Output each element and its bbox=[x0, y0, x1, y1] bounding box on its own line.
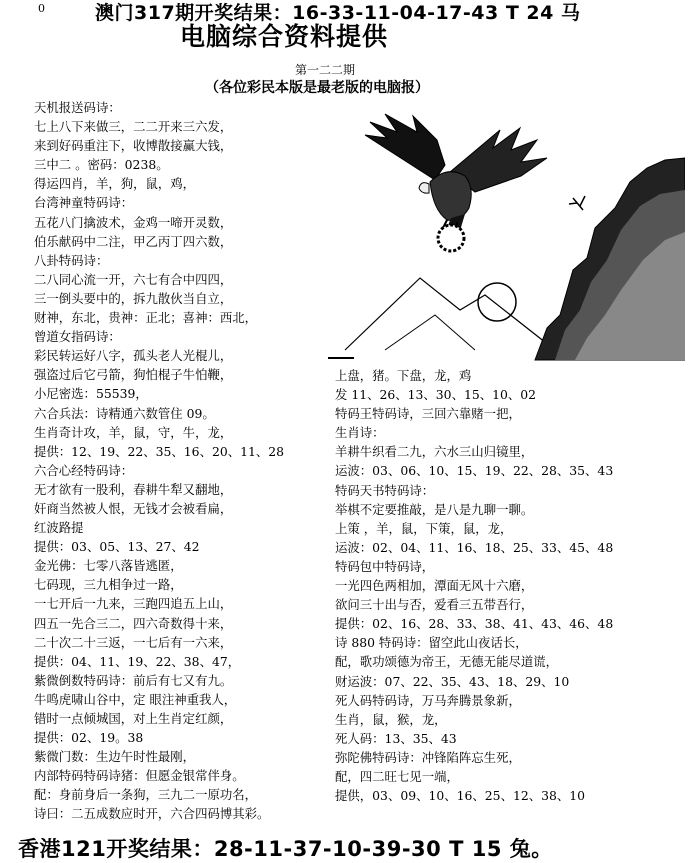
left-column-line: 七上八下来做三，二二开来三六发， bbox=[34, 119, 233, 135]
left-column-line: 提供：03、05、13、27、42 bbox=[34, 539, 200, 555]
hongkong-result-banner: 香港121开奖结果：28-11-37-10-39-30 T 15 兔。 bbox=[18, 837, 553, 861]
macau-result-banner: 澳门317期开奖结果：16-33-11-04-17-43 T 24 马 bbox=[95, 2, 581, 24]
left-column-line: 诗曰：二五成数应时开，六合四码博其彩。 bbox=[34, 806, 270, 822]
left-column-line: 无才欲有一股利，春耕牛犁又翻地， bbox=[34, 481, 233, 497]
right-column bbox=[335, 366, 680, 805]
right-column-line: 特码王特码诗，三回六靠赌一把， bbox=[335, 406, 521, 422]
right-column-line: 生肖，鼠，猴，龙， bbox=[335, 711, 447, 727]
left-column-line: 七码现，三九相争过一路， bbox=[34, 577, 183, 593]
left-column-line: 提供：04、11、19、22、38、47， bbox=[34, 653, 241, 669]
left-column bbox=[34, 98, 339, 824]
right-column-line: 配，歌功颂德为帝王，无德无能尽道谎， bbox=[335, 654, 559, 670]
left-column-line: 三一倒头要中的，拆九散伙当自立， bbox=[34, 290, 233, 306]
left-column-line: 生肖奇计攻，羊，鼠，守，牛，龙， bbox=[34, 424, 233, 440]
left-column-line: 提供：12、19、22、35、16、20、11、28 bbox=[34, 443, 285, 459]
right-column-line: 提供，03、09、10、16、25、12、38、10 bbox=[335, 788, 586, 804]
left-column-line: 紫微门数：生边午时性最刚， bbox=[34, 749, 196, 765]
corner-mark: 0 bbox=[38, 2, 45, 15]
right-column-line: 诗 880 特码诗：留空此山夜话长， bbox=[335, 635, 528, 651]
right-column-line: 举棋不定要推敲，是八是九聊一聊。 bbox=[335, 501, 534, 517]
right-column-line: 运波：03、06、10、15、19、22、28、35、43 bbox=[335, 463, 614, 479]
left-column-line: 二八同心流一开，六七有合中四四， bbox=[34, 271, 233, 287]
right-column-line: 特码天书特码诗： bbox=[335, 482, 435, 498]
page-subtitle: （各位彩民本版是最老版的电脑报） bbox=[205, 80, 429, 96]
left-column-line: 一七开后一九来，三跑四追五上山， bbox=[34, 596, 233, 612]
left-column-line: 配：身前身后一条狗，三九二一原功名， bbox=[34, 787, 258, 803]
left-column-line: 财神，东北，贵神：正北；喜神：西北， bbox=[34, 310, 258, 326]
divider-dash bbox=[328, 357, 354, 359]
right-column-line: 弥陀佛特码诗：冲锋陷阵忘生死， bbox=[335, 749, 521, 765]
right-column-line: 发 11、26、13、30、15、10、02 bbox=[335, 387, 537, 403]
left-column-line: 六合兵法：诗精通六数管住 09。 bbox=[34, 405, 215, 421]
right-column-line: 配，四二旺七见一端， bbox=[335, 768, 459, 784]
right-column-line: 死人码特码诗，万马奔腾景象新， bbox=[335, 692, 521, 708]
left-column-line: 错时一点倾城国，对上生肖定红颜， bbox=[34, 711, 233, 726]
left-column-line: 台湾神童特码诗： bbox=[34, 195, 134, 211]
right-column-line: 一光四色两相加，潭面无风十六磨， bbox=[335, 578, 534, 594]
left-column-line: 八卦特码诗： bbox=[34, 252, 109, 268]
left-column-line: 二十次二十三返，一七后有一六来， bbox=[34, 634, 233, 650]
left-column-line: 内部特码特码诗猪：但愿金银常伴身。 bbox=[34, 768, 245, 784]
right-column-line: 死人码：13、35、43 bbox=[335, 730, 457, 746]
left-column-line: 六合心经特码诗： bbox=[34, 462, 134, 478]
left-column-line: 强盗过后它弓箭，狗怕棍子牛怕鞭， bbox=[34, 367, 233, 383]
left-column-line: 牛鸣虎啸山谷中，定 眼注神重我人， bbox=[34, 691, 237, 707]
left-column-line: 来到好码重注下，收博散接赢大钱， bbox=[34, 138, 233, 154]
left-column-line: 天机报送码诗： bbox=[34, 100, 121, 115]
right-column-line: 欲问三十出与否，爱看三五带吾行， bbox=[335, 597, 534, 613]
left-column-line: 彩民转运好八字，孤头老人光棍儿， bbox=[34, 348, 233, 364]
left-column-line: 红波路提 bbox=[34, 520, 84, 536]
left-column-line: 奸商当然被人恨，无钱才会被看扁， bbox=[34, 500, 233, 516]
left-column-line: 三中二 。密码：0238。 bbox=[34, 157, 169, 173]
right-column-line: 提供：02、16、28、33、38、41、43、46、48 bbox=[335, 616, 614, 632]
left-column-line: 得运四肖，羊，狗，鼠，鸡， bbox=[34, 176, 196, 192]
right-column-line: 运波：02、04、11、16、18、25、33、45、48 bbox=[335, 539, 614, 555]
right-column-line: 上盘，猪。下盘，龙，鸡 bbox=[335, 368, 472, 383]
right-column-line: 特码包中特码诗， bbox=[335, 558, 435, 574]
left-column-line: 提供：02、19。38 bbox=[34, 730, 144, 746]
page-title: 电脑综合资料提供 bbox=[180, 22, 389, 51]
eagle-over-mountains-illustration bbox=[325, 110, 685, 365]
issue-number: 第一二二期 bbox=[295, 63, 356, 77]
right-column-line: 上策 ，羊，鼠，下策，鼠，龙， bbox=[335, 520, 513, 536]
left-column-line: 伯乐献码中二注，甲乙丙丁四六数， bbox=[34, 233, 233, 249]
left-column-line: 紫微倒数特码诗：前后有七又有九。 bbox=[34, 672, 233, 688]
right-column-line: 财运波：07、22、35、43、18、29、10 bbox=[335, 673, 570, 689]
left-column-line: 金光佛：七零八落皆逃匿， bbox=[34, 558, 183, 574]
left-column-line: 小尼密选：55539， bbox=[34, 386, 148, 402]
left-column-line: 曾道女指码诗： bbox=[34, 329, 121, 345]
right-column-line: 羊耕牛织看二九，六水三山归镜里， bbox=[335, 444, 534, 460]
right-column-line: 生肖诗： bbox=[335, 425, 385, 441]
left-column-line: 五花八门擒波术，金鸡一啼开灵数， bbox=[34, 214, 233, 230]
left-column-line: 四五一先合三二，四六奇数得十来， bbox=[34, 615, 233, 631]
